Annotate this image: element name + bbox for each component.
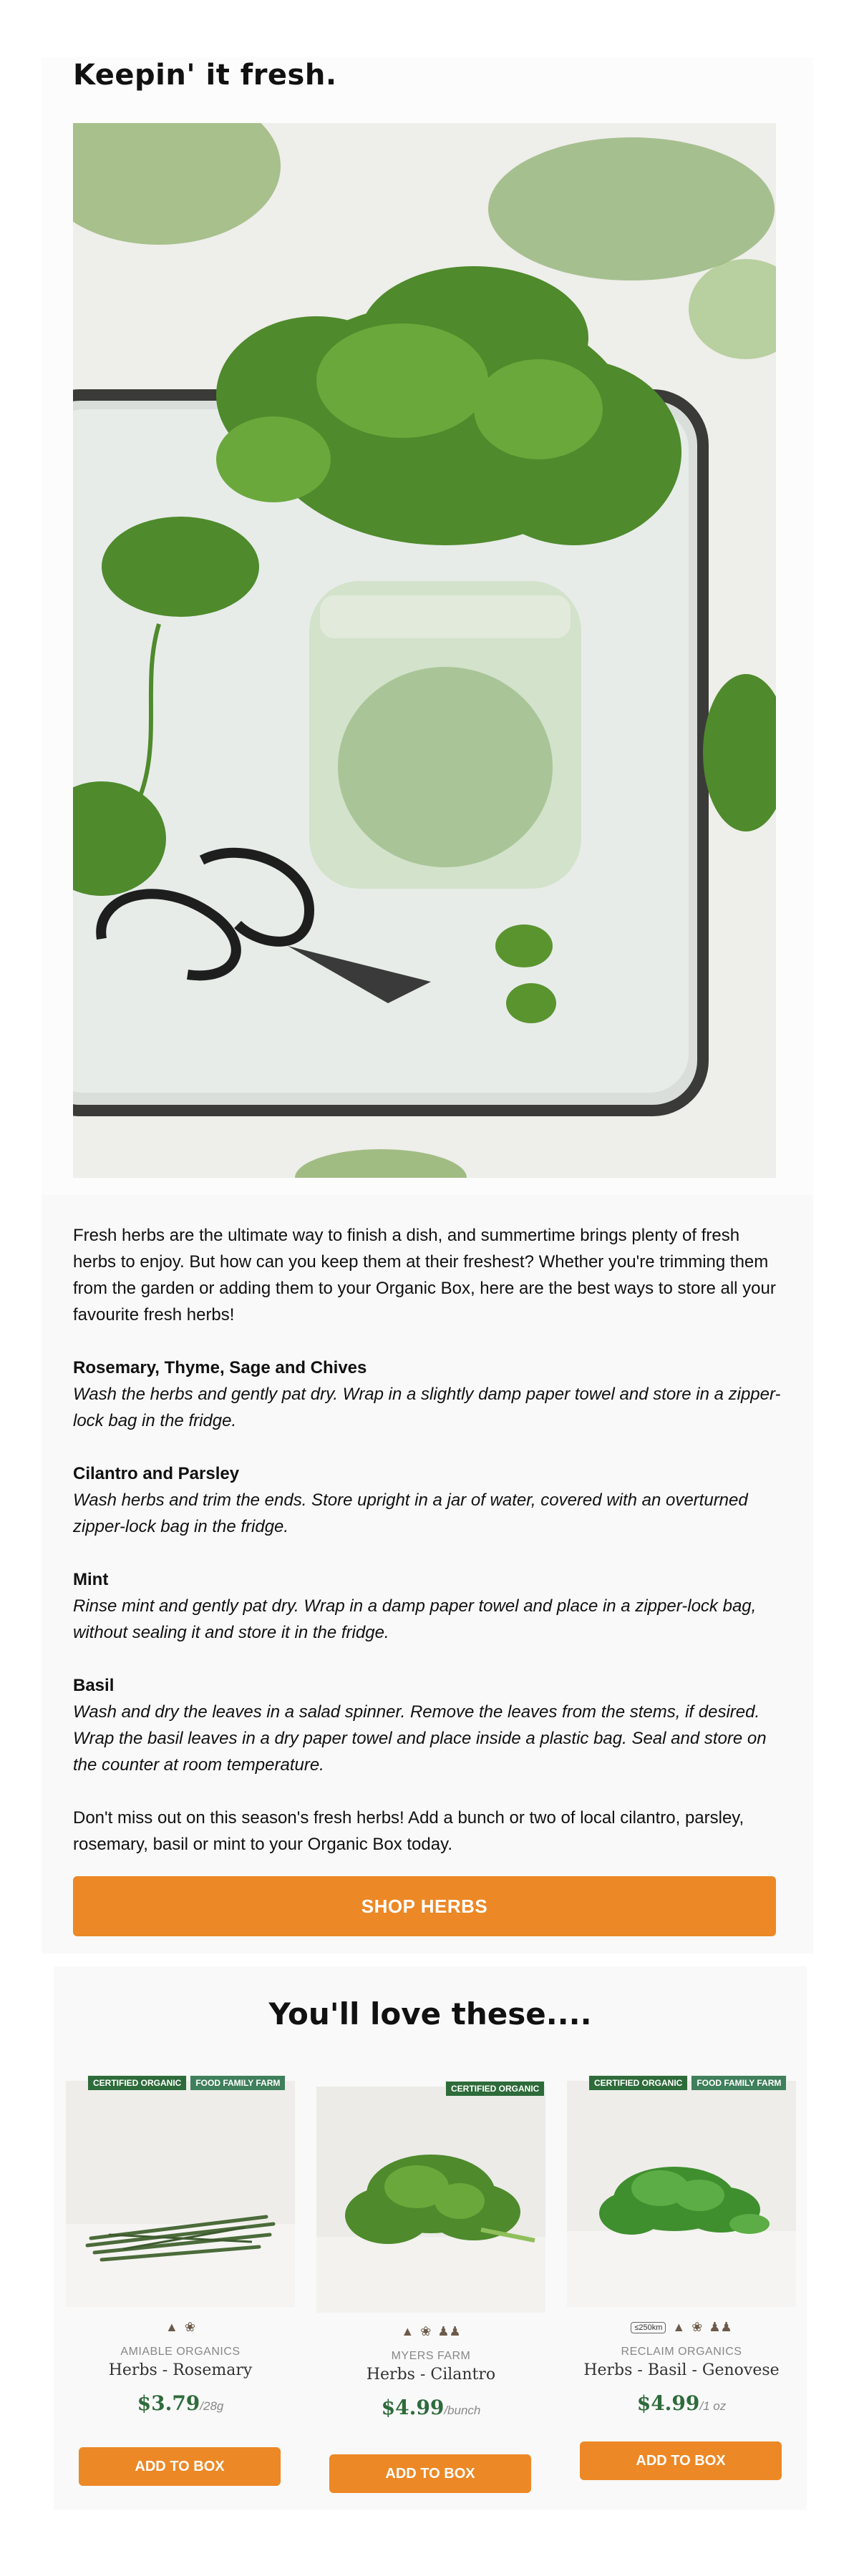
product-attribute-icons (567, 2320, 796, 2335)
herb-tip-text: Wash the herbs and gently pat dry. Wrap in a slightly damp paper towel and store in a zipper-lock bag in the fridge. (73, 1385, 781, 1430)
product-badges (588, 2075, 787, 2091)
maple-leaf-icon: ❀ (184, 2320, 195, 2334)
food-family-farm-badge: FOOD FAMILY FARM (691, 2075, 787, 2091)
product-attribute-icons (316, 2324, 545, 2339)
product-price (66, 2391, 295, 2415)
add-to-box-button[interactable]: ADD TO BOX (329, 2454, 531, 2493)
product-name[interactable]: Herbs - Cilantro (366, 2366, 496, 2384)
boot-icon: ▲ (401, 2324, 414, 2338)
herb-tip-text: Wash herbs and trim the ends. Store upright in a jar of water, covered with an overturned zipper-lock bag in the fridge. (73, 1491, 748, 1536)
herb-tip-text: Rinse mint and gently pat dry. Wrap in a damp paper towel and place in a zipper-lock bag, without sealing it and store it in the fridge. (73, 1596, 757, 1642)
outro-paragraph: Don't miss out on this season's fresh herbs! Add a bunch or two of local cilantro, parsley, rosemary, basil or mint to your Organic Box today. (73, 1808, 744, 1854)
price-value: $4.99 (636, 2391, 700, 2415)
product-image-cilantro[interactable] (316, 2087, 545, 2313)
food-family-farm-badge: FOOD FAMILY FARM (190, 2075, 286, 2091)
maple-leaf-icon: ❀ (420, 2324, 432, 2338)
herb-tip-title: Basil (73, 1676, 115, 1695)
family-icon: ♟♟ (709, 2320, 732, 2334)
herb-tip-cilantro (73, 1460, 782, 1540)
product-name[interactable]: Herbs - Basil - Genovese (583, 2361, 780, 2379)
herb-tip-text: Wash and dry the leaves in a salad spinner. Remove the leaves from the stems, if desired. Wrap the basil leaves in a dry paper towel and place inside a plastic bag. Seal and store on the counter at room temperature. (73, 1702, 767, 1775)
price-unit: /1 oz (699, 2399, 727, 2413)
product-price (316, 2396, 545, 2419)
hero-image (73, 123, 776, 1178)
add-to-box-button[interactable]: ADD TO BOX (79, 2447, 281, 2486)
herb-tip-mint (73, 1566, 782, 1646)
product-farm: MYERS FARM (391, 2350, 471, 2362)
family-icon: ♟♟ (437, 2324, 461, 2338)
herb-tip-rosemary (73, 1355, 782, 1434)
article-body (73, 1222, 782, 1884)
recommendations-title: You'll love these.... (268, 1996, 592, 2031)
shop-herbs-button[interactable]: SHOP HERBS (73, 1876, 776, 1936)
herb-tip-basil (73, 1672, 782, 1778)
page-title: Keepin' it fresh. (73, 59, 337, 92)
product-image-rosemary[interactable] (66, 2081, 295, 2307)
product-farm: RECLAIM ORGANICS (621, 2346, 742, 2358)
price-unit: /bunch (444, 2404, 481, 2417)
price-value: $3.79 (137, 2391, 200, 2415)
distance-badge: ≤250km (631, 2322, 666, 2333)
herb-tip-title: Rosemary, Thyme, Sage and Chives (73, 1358, 367, 1377)
product-badges (87, 2075, 286, 2091)
maple-leaf-icon: ❀ (691, 2320, 703, 2334)
price-value: $4.99 (381, 2396, 445, 2419)
product-badges (445, 2081, 545, 2097)
product-farm: AMIABLE ORGANICS (120, 2346, 241, 2358)
boot-icon: ▲ (165, 2320, 178, 2334)
certified-organic-badge: CERTIFIED ORGANIC (445, 2081, 545, 2097)
certified-organic-badge: CERTIFIED ORGANIC (588, 2075, 688, 2091)
product-price (567, 2391, 796, 2415)
certified-organic-badge: CERTIFIED ORGANIC (87, 2075, 187, 2091)
product-name[interactable]: Herbs - Rosemary (108, 2361, 253, 2379)
herb-tip-title: Mint (73, 1570, 109, 1589)
intro-paragraph: Fresh herbs are the ultimate way to finish a dish, and summertime brings plenty of fresh herbs to enjoy. But how can you keep them at their freshest? Whether you're trimming them from the garden or adding them to your Organic Box, here are the best ways to store all your favourite fresh herbs! (73, 1226, 776, 1324)
add-to-box-button[interactable]: ADD TO BOX (580, 2441, 782, 2480)
boot-icon: ▲ (672, 2320, 686, 2334)
herb-tip-title: Cilantro and Parsley (73, 1464, 240, 1483)
product-attribute-icons (66, 2320, 295, 2335)
product-image-basil[interactable] (567, 2081, 796, 2307)
price-unit: /28g (200, 2399, 224, 2413)
